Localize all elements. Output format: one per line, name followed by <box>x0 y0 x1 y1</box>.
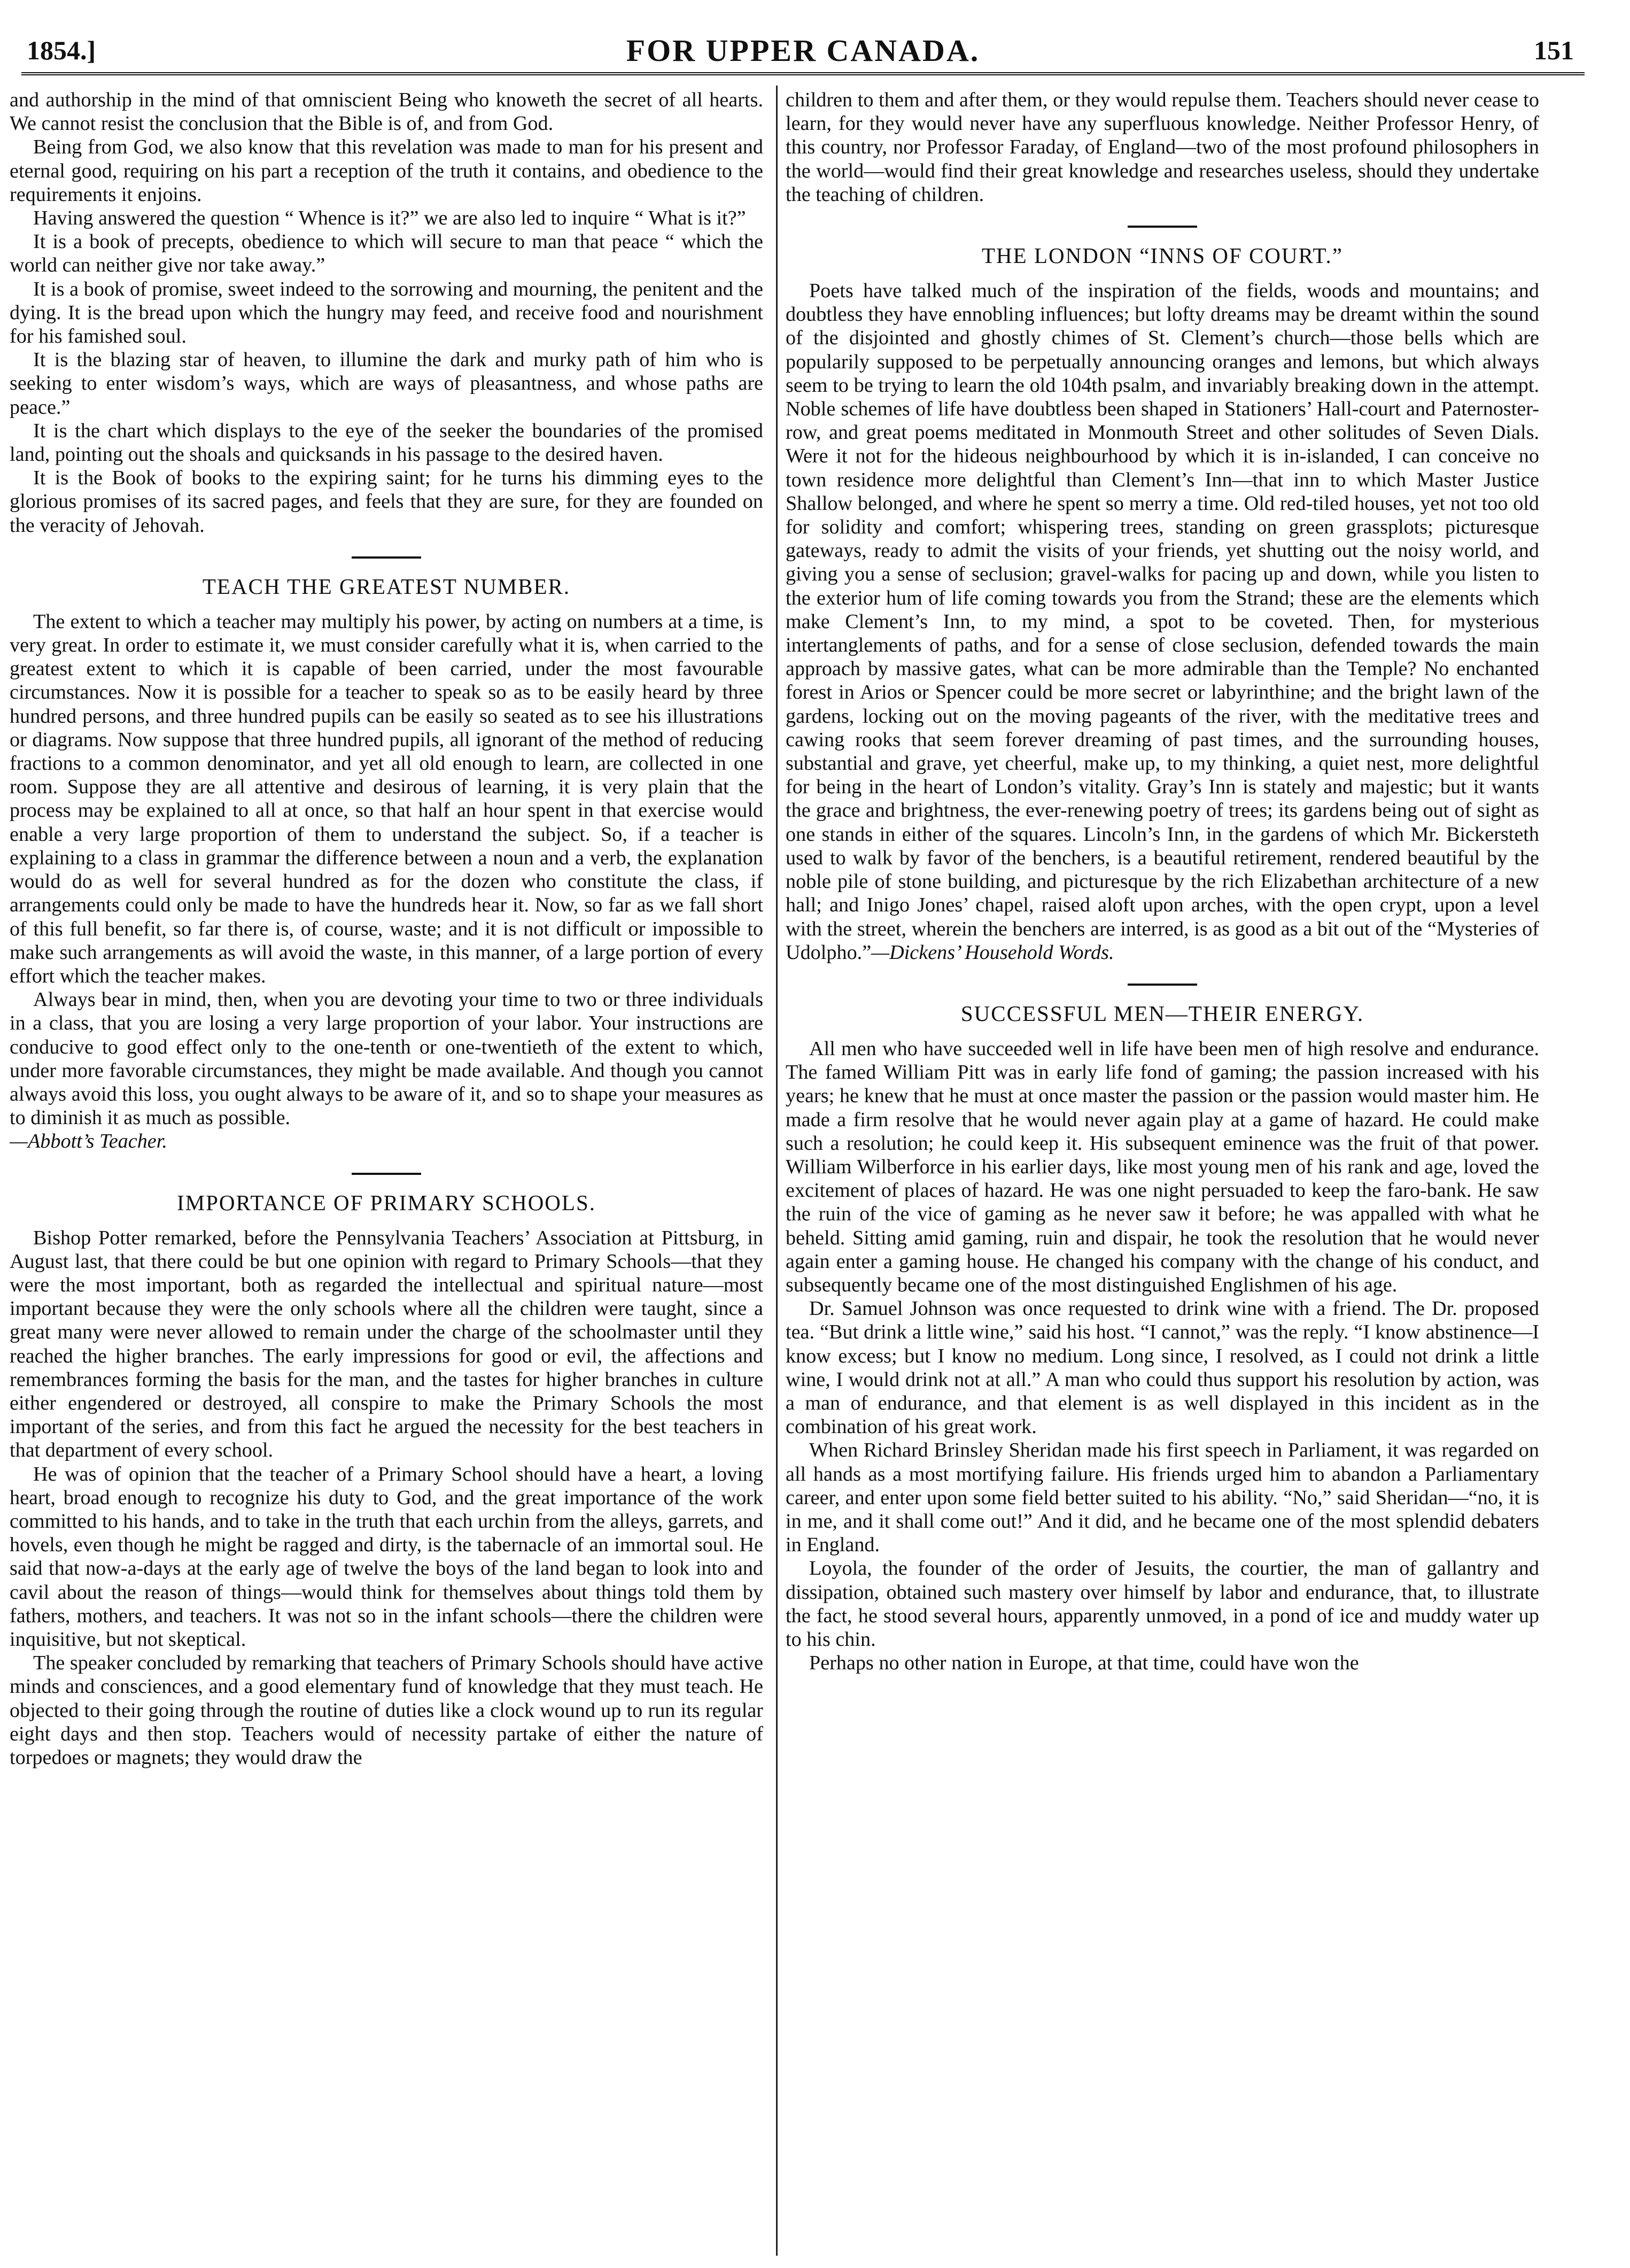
section-title-successful-men: SUCCESSFUL MEN—THEIR ENERGY. <box>960 1001 1364 1026</box>
paragraph-text: Poets have talked much of the inspiration of the fields, woods and mountains; and doubtless they have ennobling influences; but lofty dreams may be dreamt within the sound of the disjointed and ghostly chimes of St. Clement’s church—those bells which are popularily supposed to be perpetually announcing oranges and lemons, but which always seem to be trying to learn the old 104th psalm, and invariably breaking down in the attempt. Noble schemes of life have doubtless been shaped in Stationers’ Hall-court and Paternoster-row, and great poems meditated in Monmouth Street and other solitudes of Seven Dials. Were it not for the hideous neighbourhood by which it is in-islanded, I can conceive no town residence more delightful than Clement’s Inn—that inn to which Master Justice Shallow belonged, and where he spent so merry a time. Old red-tiled houses, yet not too old for solidity and comfort; whispering trees, standing on green grassplots; picturesque gateways, ready to admit the visits of your friends, yet shutting out the noisy world, and giving you a sense of seclusion; gravel-walks for pacing up and down, while you listen to the exterior hum of life coming towards you from the Strand; these are the elements which make Clement’s Inn, to my mind, a spot to be coveted. Then, for mysterious intertanglements of paths, and for a sense of close seclusion, defended towards the main approach by massive gates, what can be more admirable than the Temple? No enchanted forest in Arios or Spencer could be more secret or labyrinthine; and the bright lawn of the gardens, locking out on the moving pageants of the river, with the meditative trees and cawing rooks that seem forever dreaming of past times, and the surrounding houses, substantial and grave, yet cheerful, make up, to my thinking, a quiet nest, more delightful for being in the heart of London’s vitality. Gray’s Inn is stately and majestic; but it wants the grace and brightness, the ever-renewing poetry of trees; its gardens being out of sight as one stands in either of the squares. Lincoln’s Inn, in the gardens of which Mr. Bickersteth used to walk by favor of the benchers, is a beautiful retirement, rendered beautiful by the noble pile of stone building, and picturesque by the rich Elizabethan architecture of a new hall; and Inigo Jones’ chapel, raised aloft upon arches, with the open crypt, upon a level with the street, wherein the benchers are interred, is as good as a bit out of the “Mysteries of Udolpho.” <box>786 280 1539 964</box>
left-column <box>10 88 763 2258</box>
section-title-primary-schools: IMPORTANCE OF PRIMARY SCHOOLS. <box>176 1190 596 1215</box>
paragraph: Having answered the question “ Whence is it?” we are also led to inquire “ What is it?” <box>33 207 746 230</box>
paragraph: All men who have succeeded well in life have been men of high resolve and endurance. The famed William Pitt was in early life fond of gaming; the passion increased with his years; he knew that he must at once master the passion or the passion would master him. He made a firm resolve that he would never again play at a game of hazard. He could make such a resolution; he could keep it. His subsequent eminence was the fruit of that power. William Wilberforce in his earlier days, like most young men of his rank and age, loved the excitement of places of hazard. He was one night persuaded to keep the faro-bank. He saw the ruin of the vice of gaming as he never saw it before; he was appalled with what he beheld. Sitting amid gaming, ruin and dispair, he took the resolution that he would never again enter a gaming house. He changed his company with the change of his conduct, and subsequently became one of the most distinguished Englishmen of his age. <box>786 1037 1539 1296</box>
right-column <box>786 88 1539 2258</box>
section-rule <box>1128 226 1197 228</box>
paragraph: children to them and after them, or they would repulse them. Teachers should never cease to learn, for they would never have any superfluous knowledge. Neither Professor Henry, of this country, nor Professor Faraday, of England—two of the most profound philosophers in the world—would find their great knowledge and researches useless, should they undertake the teaching of children. <box>786 89 1539 206</box>
paragraph: and authorship in the mind of that omniscient Being who knoweth the secret of all hearts. We cannot resist the conclusion that the Bible is of, and from God. <box>10 89 763 135</box>
paragraph: Dr. Samuel Johnson was once requested to drink wine with a friend. The Dr. proposed tea. “But drink a little wine,” said his host. “I cannot,” was the reply. “I know abstinence—I know excess; but I know no medium. Long since, I resolved, as I could not drink a little wine, I would drink not at all.” A man who could thus support his resolution by action, was a man of endurance, and that element is as well displayed in this incident as in the combination of his great work. <box>786 1297 1539 1438</box>
paragraph: Being from God, we also know that this revelation was made to man for his present and eternal good, requiring on his part a reception of the truth it contains, and obedience to the requirements it enjoins. <box>10 136 763 206</box>
paragraph <box>786 279 1539 964</box>
section-rule <box>352 556 421 559</box>
paragraph: It is the chart which displays to the eye of the seeker the boundaries of the promised land, pointing out the shoals and quicksands in his passage to the desired haven. <box>10 419 763 466</box>
section-title-inns-of-court: THE LONDON “INNS OF COURT.” <box>982 243 1343 268</box>
header-year: 1854.] <box>27 35 96 65</box>
page-header <box>21 24 1585 75</box>
section-rule <box>1128 984 1197 986</box>
paragraph: He was of opinion that the teacher of a Primary School should have a heart, a loving heart, broad enough to recognize his duty to God, and the great importance of the work committed to his hands, and to take in the truth that each urchin from the alleys, garrets, and hovels, even though he might be ragged and dirty, is the tabernacle of an immortal soul. He said that now-a-days at the early age of twelve the boys of the land began to look into and cavil about the reason of things—would think for themselves about things told them by fathers, mothers, and teachers. It was not so in the infant schools—there the children were inquisitive, but not skeptical. <box>10 1462 763 1651</box>
paragraph: It is the blazing star of heaven, to illumine the dark and murky path of him who is seeking to enter wisdom’s ways, which are ways of pleasantness, and whose paths are peace.” <box>10 349 763 419</box>
column-divider <box>776 86 778 2256</box>
section-title-teach: TEACH THE GREATEST NUMBER. <box>202 574 571 599</box>
paragraph: Perhaps no other nation in Europe, at that time, could have won the <box>809 1652 1359 1675</box>
header-title: FOR UPPER CANADA. <box>626 33 980 68</box>
paragraph: It is a book of precepts, obedience to which will secure to man that peace “ which the world can neither give nor take away.” <box>10 230 763 277</box>
paragraph: Loyola, the founder of the order of Jesuits, the courtier, the man of gallantry and dissipation, obtained such mastery over himself by labor and endurance, that, to illustrate the fact, he stood several hours, apparently unmoved, in a pond of ice and muddy water up to his chin. <box>786 1557 1539 1651</box>
paragraph: The speaker concluded by remarking that teachers of Primary Schools should have active minds and consciences, and a good elementary fund of knowledge that they must teach. He objected to their going through the routine of duties like a clock wound up to run its regular eight days and then stop. Teachers would of necessity partake of either the nature of torpedoes or magnets; they would draw the <box>10 1652 763 1769</box>
paragraph: It is the Book of books to the expiring saint; for he turns his dimming eyes to the glorious promises of its sacred pages, and feels that they are sure, for they are founded on the veracity of Jehovah. <box>10 467 763 537</box>
citation: —Dickens’ Household Words. <box>871 941 1114 964</box>
paragraph: When Richard Brinsley Sheridan made his first speech in Parliament, it was regarded on all hands as a most mortifying failure. His friends urged him to abandon a Parliamentary career, and enter upon some field better suited to his ability. “No,” said Sheridan—“no, it is in me, and it shall come out!” And it did, and he became one of the most splendid debaters in England. <box>786 1439 1539 1557</box>
paragraph: Always bear in mind, then, when you are devoting your time to two or three individuals in a class, that you are losing a very large proportion of your labor. Your instructions are conducive to good effect only to the one-tenth or one-twentieth of the extent to which, under more favorable circumstances, they might be made available. And though you cannot always avoid this loss, you ought always to be aware of it, and so to shape your measures as to diminish it as much as possible. <box>10 988 763 1129</box>
citation: —Abbott’s Teacher. <box>10 1130 167 1153</box>
paragraph: It is a book of promise, sweet indeed to the sorrowing and mourning, the penitent and the dying. It is the bread upon which the hungry may feed, and receive food and nourishment for his famished soul. <box>10 277 763 348</box>
page-number: 151 <box>1534 35 1574 65</box>
paragraph: Bishop Potter remarked, before the Pennsylvania Teachers’ Association at Pittsburg, in August last, that there could be but one opinion with regard to Primary Schools—that they were the most important, both as regarded the intellectual and spiritual nature—most important because they were the only schools where all the children were taught, since a great many were never allowed to remain under the charge of the schoolmaster until they reached the higher branches. The early impressions for good or evil, the affections and remembrances forming the basis for the man, and the tastes for higher branches in culture either engendered or destroyed, all conspire to make the Primary Schools the most important of the series, and from this fact he argued the necessity for the best teachers in that department of every school. <box>10 1226 763 1462</box>
section-rule <box>352 1173 421 1175</box>
paragraph: The extent to which a teacher may multiply his power, by acting on numbers at a time, is very great. In order to estimate it, we must consider carefully what it is, when carried to the greatest extent to which it is capable of been carried, under the most favourable circumstances. Now it is possible for a teacher to speak so as to be easily heard by three hundred persons, and three hundred pupils can be easily so seated as to see his illustrations or diagrams. Now suppose that three hundred pupils, all ignorant of the method of reducing fractions to a common denominator, and yet all old enough to learn, are collected in one room. Suppose they are all attentive and desirous of learning, it is very plain that the process may be explained to all at once, so that half an hour spent in that exercise would enable a very large proportion of them to understand the subject. So, if a teacher is explaining to a class in grammar the difference between a noun and a verb, the explanation would do as well for several hundred as for the dozen who constitute the class, if arrangements could only be made to have the hundreds hear it. Now, so far as we fall short of this full benefit, so far there is, of course, waste; and it is not difficult or impossible to make such arrangements as will avoid the waste, in this manner, of a large portion of every effort which the teacher makes. <box>10 610 763 987</box>
